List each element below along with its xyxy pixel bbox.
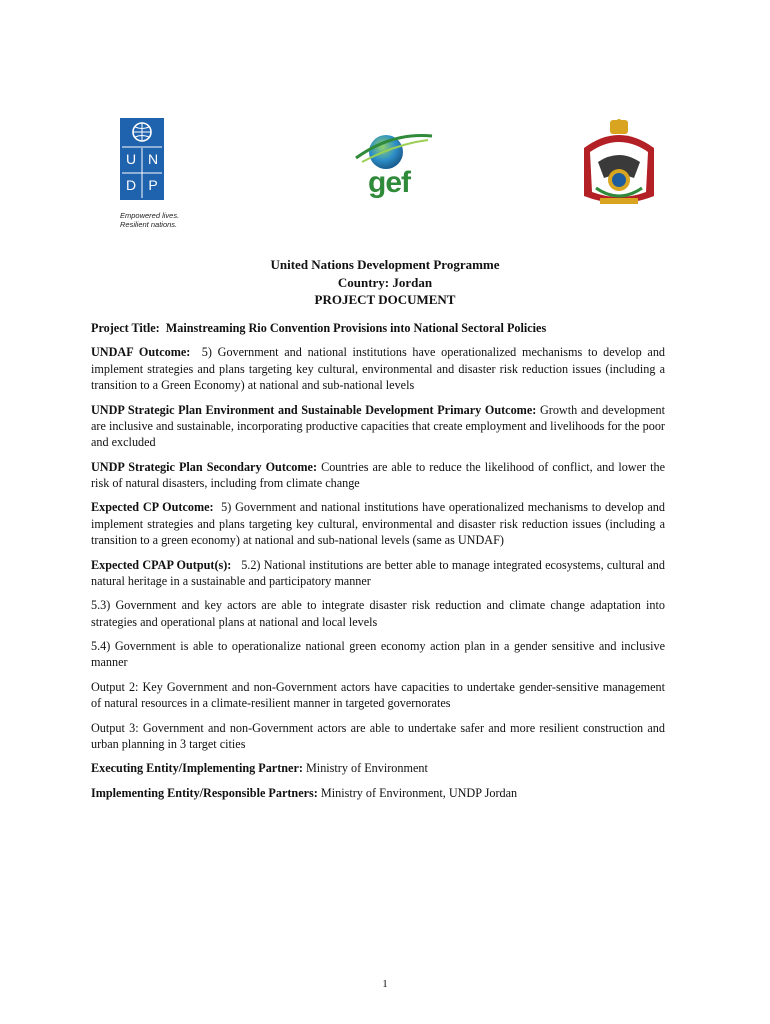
implementing-entity-para: [91, 785, 665, 801]
secondary-outcome-label: UNDP Strategic Plan Secondary Outcome:: [91, 459, 318, 474]
undp-letter-u: U: [125, 151, 137, 167]
gef-logo: [352, 128, 436, 202]
cpap-output-para: [91, 557, 665, 590]
output-5-3-para: 5.3) Government and key actors are able to integrate disaster risk reduction and climate change adaptation into strategies and operational plans at national and local levels: [91, 598, 665, 629]
primary-outcome-para: [91, 402, 665, 451]
undp-caption-line1: Empowered lives.: [120, 211, 180, 220]
undp-letter-n: N: [147, 151, 159, 167]
undaf-para: [91, 344, 665, 393]
undp-caption: [120, 211, 180, 229]
primary-outcome-value: Growth and development are inclusive and sustainable, incorporating productive capacities that create employment and livelihoods for the poor and excluded: [91, 402, 666, 450]
implementing-entity-label: Implementing Entity/Responsible Partners:: [91, 785, 318, 800]
output-2-para: Output 2: Key Government and non-Government actors have capacities to undertake gender-sensitive management of natural resources in a climate-resilient manner in targeted governorates: [91, 679, 665, 711]
undaf-label: UNDAF Outcome:: [91, 345, 191, 360]
document-body: [91, 320, 665, 809]
primary-outcome-label: UNDP Strategic Plan Environment and Sustainable Development Primary Outcome:: [91, 402, 537, 417]
document-header: [0, 256, 770, 309]
undp-letter-p: P: [148, 177, 158, 193]
doc-type: PROJECT DOCUMENT: [314, 292, 456, 307]
gef-wordmark: gef: [368, 166, 410, 199]
cp-outcome-label: Expected CP Outcome:: [91, 500, 214, 515]
secondary-outcome-value: Countries are able to reduce the likelihood of conflict, and lower the risk of natural disasters, including from climate change: [91, 459, 666, 490]
output-5-4-para: 5.4) Government is able to operationalize national green economy action plan in a gender sensitive and inclusive manner: [91, 639, 665, 670]
cp-outcome-value: 5) Government and national institutions have operationalized mechanisms to develop and implement strategies and plans targeting key cultural, environmental and disaster risk reduction issues (including a transition to a green economy) at national and sub-national levels (same as UNDAF): [91, 500, 665, 548]
project-title-para: [91, 320, 665, 336]
cpap-output-value: 5.2) National institutions are better able to manage integrated ecosystems, cultural and natural heritage in a sustainable and participatory manner: [91, 557, 665, 588]
secondary-outcome-para: [91, 459, 665, 492]
jordan-crest-logo: [576, 118, 662, 210]
project-title-label: Project Title:: [91, 321, 160, 335]
coat-of-arms-icon: [576, 118, 662, 210]
undaf-value: 5) Government and national institutions have operationalized mechanisms to develop and implement strategies and plans targeting key cultural, environmental and disaster risk reduction issues (including a transition to a Green Economy) at national and sub-national levels: [91, 345, 666, 393]
executing-entity-label: Executing Entity/Implementing Partner:: [91, 761, 303, 776]
project-title-value: Mainstreaming Rio Convention Provisions into National Sectoral Policies: [165, 321, 547, 335]
org-name: United Nations Development Programme: [270, 257, 500, 272]
undp-logo: [120, 118, 180, 229]
executing-entity-value: Ministry of Environment: [305, 761, 428, 776]
page-number: 1: [382, 978, 388, 990]
undp-letter-d: D: [125, 177, 137, 193]
undp-caption-line2: Resilient nations.: [120, 220, 178, 229]
executing-entity-para: [91, 760, 665, 776]
output-3-para: Output 3: Government and non-Government actors are able to undertake safer and more resilient construction and urban planning in 3 target cities: [91, 720, 665, 751]
country-line: Country: Jordan: [337, 274, 433, 290]
implementing-entity-value: Ministry of Environment, UNDP Jordan: [320, 785, 518, 800]
undp-mark-icon: [120, 118, 164, 200]
cpap-output-label: Expected CPAP Output(s):: [91, 557, 232, 572]
cp-outcome-para: [91, 499, 665, 548]
